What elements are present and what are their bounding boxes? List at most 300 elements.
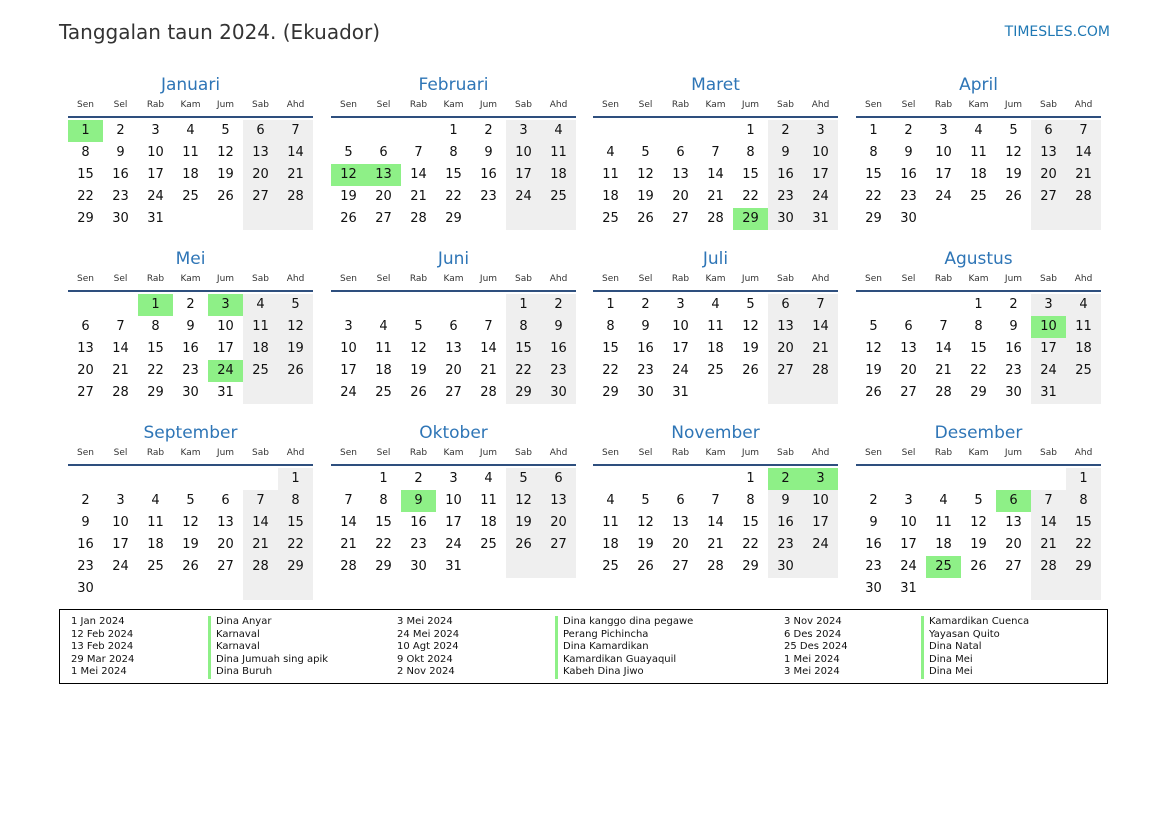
- day-cell: 22: [77, 189, 94, 204]
- day-cell: 11: [147, 515, 164, 530]
- weekday-label: Jum: [216, 448, 235, 458]
- day-cell: 1: [138, 294, 173, 316]
- day-cell: 20: [541, 512, 576, 534]
- day-cell: 18: [707, 341, 724, 356]
- day-cell: 1: [746, 471, 755, 486]
- day-cell: 7: [939, 319, 948, 334]
- day-cell: 8: [606, 319, 615, 334]
- day-cell: 18: [480, 515, 497, 530]
- day-cell: 13: [672, 515, 689, 530]
- weekday-label: Rab: [409, 100, 428, 110]
- day-cell: 6: [904, 319, 913, 334]
- weekday-header: [593, 98, 838, 112]
- legend-date: 29 Mar 2024: [71, 653, 135, 665]
- weekday-label: Ahd: [1074, 274, 1093, 284]
- legend-holiday-name: Karnaval: [208, 641, 328, 654]
- day-cell: 15: [602, 341, 619, 356]
- legend-name-column: [208, 616, 328, 679]
- weekday-label: Jum: [479, 448, 498, 458]
- legend-date: 9 Okt 2024: [397, 653, 453, 665]
- day-cell: 13: [1005, 515, 1022, 530]
- day-cell: 12: [637, 167, 654, 182]
- day-cell: 10: [445, 493, 462, 508]
- day-cell: 18: [970, 167, 987, 182]
- day-cell: 7: [116, 319, 125, 334]
- day-cell: 13: [366, 164, 401, 186]
- weekday-label: Jum: [741, 100, 760, 110]
- day-cell: 29: [506, 382, 541, 404]
- day-cell: 6: [541, 468, 576, 490]
- day-cell: 8: [449, 145, 458, 160]
- empty-cell: [1031, 578, 1066, 600]
- day-cell: 18: [935, 537, 952, 552]
- day-cell: 28: [480, 385, 497, 400]
- weekday-label: Ahd: [549, 448, 568, 458]
- month-name: November: [671, 423, 760, 443]
- day-grid: [331, 120, 576, 230]
- weekday-label: Sen: [865, 448, 882, 458]
- day-cell: 11: [182, 145, 199, 160]
- day-cell: 14: [803, 316, 838, 338]
- day-cell: 13: [77, 341, 94, 356]
- day-cell: 10: [340, 341, 357, 356]
- day-cell: 23: [410, 537, 427, 552]
- day-cell: 14: [243, 512, 278, 534]
- day-cell: 24: [147, 189, 164, 204]
- day-cell: 26: [182, 559, 199, 574]
- day-cell: 10: [1031, 316, 1066, 338]
- day-cell: 4: [243, 294, 278, 316]
- weekday-label: Rab: [146, 274, 165, 284]
- day-cell: 7: [344, 493, 353, 508]
- day-cell: 4: [974, 123, 983, 138]
- day-cell: 3: [449, 471, 458, 486]
- day-cell: 17: [506, 164, 541, 186]
- day-cell: 23: [77, 559, 94, 574]
- day-cell: 2: [541, 294, 576, 316]
- legend-holiday-name: Dina kanggo dina pegawe: [555, 616, 693, 629]
- header-divider: [331, 464, 576, 466]
- day-cell: 31: [900, 581, 917, 596]
- day-cell: 6: [243, 120, 278, 142]
- day-cell: 26: [278, 360, 313, 382]
- day-cell: 6: [449, 319, 458, 334]
- weekday-label: Sen: [602, 448, 619, 458]
- month-name: Desember: [934, 423, 1023, 443]
- day-cell: 13: [768, 316, 803, 338]
- empty-cell: [366, 120, 401, 142]
- day-grid: [68, 468, 313, 600]
- header-divider: [593, 464, 838, 466]
- day-cell: 11: [1066, 316, 1101, 338]
- weekday-label: Sen: [77, 448, 94, 458]
- weekday-label: Kam: [443, 448, 464, 458]
- day-cell: 23: [900, 189, 917, 204]
- weekday-header: [856, 272, 1101, 286]
- day-cell: 27: [541, 534, 576, 556]
- weekday-label: Jum: [479, 274, 498, 284]
- empty-cell: [173, 208, 208, 230]
- day-cell: 18: [147, 537, 164, 552]
- day-cell: 7: [711, 145, 720, 160]
- weekday-label: Rab: [409, 448, 428, 458]
- month-september: [68, 420, 313, 600]
- month-januari: [68, 72, 313, 230]
- day-cell: 3: [344, 319, 353, 334]
- day-cell: 21: [803, 338, 838, 360]
- day-cell: 21: [340, 537, 357, 552]
- day-cell: 15: [375, 515, 392, 530]
- header-divider: [856, 464, 1101, 466]
- header-divider: [856, 116, 1101, 118]
- weekday-header: [593, 272, 838, 286]
- day-cell: 27: [1031, 186, 1066, 208]
- day-cell: 28: [243, 556, 278, 578]
- weekday-label: Sel: [901, 448, 916, 458]
- day-cell: 23: [768, 186, 803, 208]
- day-cell: 11: [970, 145, 987, 160]
- legend-date-column: [71, 616, 134, 679]
- day-cell: 16: [637, 341, 654, 356]
- day-cell: 29: [602, 385, 619, 400]
- day-cell: 19: [217, 167, 234, 182]
- day-cell: 21: [1066, 164, 1101, 186]
- day-cell: 20: [672, 537, 689, 552]
- day-cell: 2: [768, 468, 803, 490]
- day-cell: 7: [803, 294, 838, 316]
- day-cell: 22: [970, 363, 987, 378]
- day-cell: 24: [900, 559, 917, 574]
- empty-cell: [278, 578, 313, 600]
- month-mei: [68, 246, 313, 404]
- day-cell: 25: [541, 186, 576, 208]
- empty-cell: [1066, 382, 1101, 404]
- weekday-label: Sab: [515, 274, 532, 284]
- weekday-label: Sel: [376, 100, 391, 110]
- legend-holiday-name: Yayasan Quito: [921, 629, 1029, 642]
- day-cell: 3: [208, 294, 243, 316]
- day-cell: 20: [243, 164, 278, 186]
- weekday-label: Kam: [968, 274, 989, 284]
- day-cell: 12: [865, 341, 882, 356]
- weekday-label: Sen: [340, 274, 357, 284]
- day-cell: 24: [112, 559, 129, 574]
- day-cell: 13: [217, 515, 234, 530]
- day-cell: 4: [484, 471, 493, 486]
- legend-date: 3 Nov 2024: [784, 616, 842, 627]
- empty-cell: [996, 468, 1031, 490]
- day-cell: 25: [1066, 360, 1101, 382]
- day-cell: 25: [602, 559, 619, 574]
- weekday-label: Sab: [777, 274, 794, 284]
- weekday-label: Jum: [216, 274, 235, 284]
- brand-link[interactable]: TIMESLES.COM: [1004, 24, 1110, 40]
- weekday-label: Sen: [602, 100, 619, 110]
- month-name: Mei: [175, 249, 206, 269]
- day-cell: 24: [803, 186, 838, 208]
- day-cell: 16: [182, 341, 199, 356]
- day-cell: 15: [147, 341, 164, 356]
- day-cell: 13: [900, 341, 917, 356]
- day-cell: 24: [340, 385, 357, 400]
- empty-cell: [243, 208, 278, 230]
- weekday-label: Ahd: [811, 100, 830, 110]
- weekday-label: Ahd: [811, 274, 830, 284]
- day-grid: [593, 120, 838, 230]
- holiday-legend: [59, 609, 1108, 684]
- weekday-label: Sen: [865, 100, 882, 110]
- empty-cell: [593, 468, 628, 490]
- legend-holiday-name: Dina Natal: [921, 641, 1029, 654]
- weekday-label: Sel: [113, 274, 128, 284]
- day-cell: 1: [746, 123, 755, 138]
- weekday-label: Sel: [638, 274, 653, 284]
- day-cell: 15: [77, 167, 94, 182]
- weekday-label: Ahd: [549, 100, 568, 110]
- day-cell: 26: [217, 189, 234, 204]
- day-cell: 8: [151, 319, 160, 334]
- day-cell: 1: [68, 120, 103, 142]
- weekday-label: Kam: [180, 274, 201, 284]
- day-cell: 23: [768, 534, 803, 556]
- day-cell: 20: [1031, 164, 1066, 186]
- day-cell: 1: [449, 123, 458, 138]
- day-cell: 22: [742, 537, 759, 552]
- weekday-label: Sen: [602, 274, 619, 284]
- day-cell: 12: [970, 515, 987, 530]
- day-cell: 8: [746, 493, 755, 508]
- weekday-label: Sen: [340, 448, 357, 458]
- day-cell: 26: [410, 385, 427, 400]
- day-cell: 30: [900, 211, 917, 226]
- day-cell: 31: [445, 559, 462, 574]
- day-cell: 29: [970, 385, 987, 400]
- day-cell: 22: [1066, 534, 1101, 556]
- day-cell: 28: [707, 211, 724, 226]
- day-cell: 24: [803, 534, 838, 556]
- day-cell: 1: [606, 297, 615, 312]
- day-cell: 29: [1066, 556, 1101, 578]
- day-cell: 26: [1005, 189, 1022, 204]
- day-cell: 6: [768, 294, 803, 316]
- day-cell: 3: [939, 123, 948, 138]
- day-cell: 16: [410, 515, 427, 530]
- weekday-label: Sab: [252, 100, 269, 110]
- day-cell: 14: [340, 515, 357, 530]
- weekday-label: Ahd: [1074, 448, 1093, 458]
- weekday-label: Sel: [901, 100, 916, 110]
- month-name: Februari: [418, 75, 489, 95]
- day-cell: 26: [340, 211, 357, 226]
- day-cell: 15: [278, 512, 313, 534]
- day-cell: 3: [506, 120, 541, 142]
- weekday-label: Sel: [901, 274, 916, 284]
- weekday-header: [856, 446, 1101, 460]
- day-cell: 5: [506, 468, 541, 490]
- empty-cell: [856, 294, 891, 316]
- empty-cell: [68, 294, 103, 316]
- empty-cell: [243, 578, 278, 600]
- day-cell: 15: [445, 167, 462, 182]
- empty-cell: [698, 120, 733, 142]
- day-cell: 25: [147, 559, 164, 574]
- weekday-label: Ahd: [1074, 100, 1093, 110]
- empty-cell: [663, 468, 698, 490]
- day-cell: 17: [112, 537, 129, 552]
- day-grid: [856, 294, 1101, 404]
- day-cell: 10: [803, 490, 838, 512]
- day-cell: 16: [541, 338, 576, 360]
- day-cell: 17: [445, 515, 462, 530]
- day-cell: 12: [1005, 145, 1022, 160]
- day-cell: 29: [278, 556, 313, 578]
- day-cell: 29: [77, 211, 94, 226]
- day-cell: 20: [768, 338, 803, 360]
- empty-cell: [698, 382, 733, 404]
- day-cell: 25: [480, 537, 497, 552]
- day-cell: 10: [935, 145, 952, 160]
- empty-cell: [471, 208, 506, 230]
- legend-date: 3 Mei 2024: [397, 616, 453, 627]
- day-cell: 16: [1005, 341, 1022, 356]
- weekday-label: Sen: [865, 274, 882, 284]
- weekday-label: Ahd: [286, 100, 305, 110]
- empty-cell: [278, 208, 313, 230]
- day-cell: 13: [541, 490, 576, 512]
- day-cell: 6: [379, 145, 388, 160]
- day-cell: 20: [1005, 537, 1022, 552]
- weekday-label: Ahd: [286, 274, 305, 284]
- day-cell: 27: [445, 385, 462, 400]
- day-cell: 25: [707, 363, 724, 378]
- month-name: Juni: [437, 249, 470, 269]
- day-cell: 31: [147, 211, 164, 226]
- weekday-label: Ahd: [549, 274, 568, 284]
- day-cell: 2: [81, 493, 90, 508]
- legend-holiday-name: Karnaval: [208, 629, 328, 642]
- empty-cell: [208, 208, 243, 230]
- day-cell: 18: [375, 363, 392, 378]
- day-cell: 7: [278, 120, 313, 142]
- weekday-header: [593, 446, 838, 460]
- day-cell: 16: [480, 167, 497, 182]
- day-grid: [331, 294, 576, 404]
- day-cell: 31: [672, 385, 689, 400]
- empty-cell: [803, 556, 838, 578]
- day-cell: 11: [602, 167, 619, 182]
- day-cell: 8: [746, 145, 755, 160]
- weekday-header: [331, 446, 576, 460]
- day-cell: 28: [340, 559, 357, 574]
- day-cell: 19: [1005, 167, 1022, 182]
- day-cell: 9: [186, 319, 195, 334]
- weekday-label: Sab: [515, 100, 532, 110]
- empty-cell: [331, 294, 366, 316]
- day-cell: 6: [676, 145, 685, 160]
- weekday-label: Sab: [1040, 448, 1057, 458]
- day-cell: 5: [974, 493, 983, 508]
- empty-cell: [996, 208, 1031, 230]
- day-cell: 17: [803, 512, 838, 534]
- day-cell: 31: [217, 385, 234, 400]
- legend-date-column: [784, 616, 848, 679]
- day-cell: 31: [1031, 382, 1066, 404]
- day-cell: 23: [541, 360, 576, 382]
- day-cell: 3: [676, 297, 685, 312]
- day-cell: 9: [768, 142, 803, 164]
- day-cell: 9: [81, 515, 90, 530]
- legend-date: 1 Jan 2024: [71, 616, 125, 627]
- day-cell: 12: [637, 515, 654, 530]
- day-cell: 21: [480, 363, 497, 378]
- day-cell: 25: [243, 360, 278, 382]
- day-cell: 28: [803, 360, 838, 382]
- day-cell: 3: [803, 120, 838, 142]
- day-cell: 22: [865, 189, 882, 204]
- legend-name-column: [555, 616, 693, 679]
- day-cell: 24: [672, 363, 689, 378]
- day-cell: 21: [707, 189, 724, 204]
- day-cell: 18: [1066, 338, 1101, 360]
- day-cell: 16: [768, 512, 803, 534]
- weekday-label: Jum: [741, 274, 760, 284]
- day-cell: 18: [182, 167, 199, 182]
- day-cell: 19: [410, 363, 427, 378]
- day-cell: 10: [900, 515, 917, 530]
- empty-cell: [541, 208, 576, 230]
- day-cell: 5: [344, 145, 353, 160]
- day-cell: 9: [484, 145, 493, 160]
- day-cell: 8: [869, 145, 878, 160]
- empty-cell: [103, 468, 138, 490]
- day-cell: 23: [112, 189, 129, 204]
- day-cell: 27: [900, 385, 917, 400]
- day-cell: 25: [375, 385, 392, 400]
- day-cell: 4: [541, 120, 576, 142]
- day-cell: 18: [602, 537, 619, 552]
- day-cell: 2: [484, 123, 493, 138]
- day-cell: 4: [379, 319, 388, 334]
- day-cell: 16: [900, 167, 917, 182]
- empty-cell: [278, 382, 313, 404]
- empty-cell: [208, 578, 243, 600]
- day-grid: [68, 120, 313, 230]
- empty-cell: [961, 468, 996, 490]
- empty-cell: [401, 120, 436, 142]
- legend-date: 1 Mei 2024: [784, 653, 840, 665]
- day-cell: 17: [147, 167, 164, 182]
- month-oktober: [331, 420, 576, 578]
- weekday-label: Ahd: [286, 448, 305, 458]
- weekday-label: Sab: [252, 274, 269, 284]
- day-cell: 14: [1066, 142, 1101, 164]
- day-cell: 23: [182, 363, 199, 378]
- month-name: September: [143, 423, 238, 443]
- weekday-header: [68, 98, 313, 112]
- day-cell: 30: [541, 382, 576, 404]
- day-cell: 3: [151, 123, 160, 138]
- day-cell: 27: [672, 211, 689, 226]
- day-cell: 11: [602, 515, 619, 530]
- day-cell: 30: [768, 208, 803, 230]
- day-cell: 2: [186, 297, 195, 312]
- day-cell: 5: [641, 493, 650, 508]
- day-cell: 7: [414, 145, 423, 160]
- day-cell: 5: [414, 319, 423, 334]
- empty-cell: [506, 208, 541, 230]
- day-cell: 1: [506, 294, 541, 316]
- empty-cell: [1031, 208, 1066, 230]
